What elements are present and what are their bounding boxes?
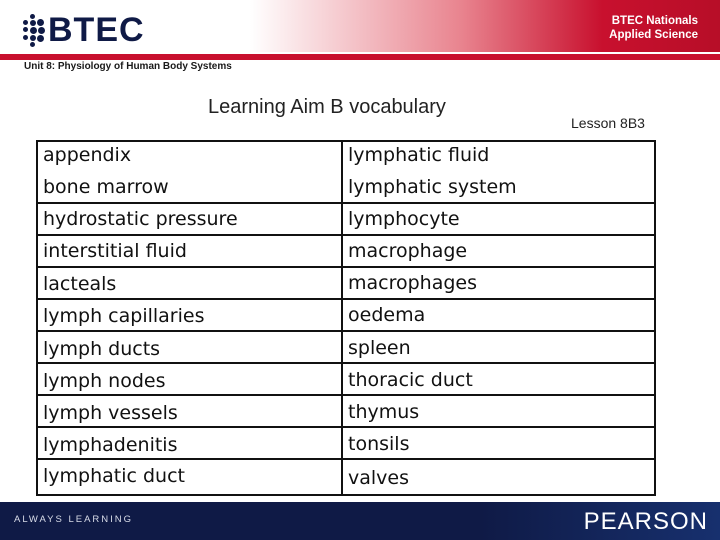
vocab-term: bone marrow bbox=[43, 176, 169, 198]
lesson-label: Lesson 8B3 bbox=[571, 115, 645, 131]
vocab-cell-left bbox=[43, 269, 204, 333]
vocab-cell-right bbox=[348, 204, 467, 268]
vocab-term: lymphadenitis bbox=[43, 434, 178, 456]
footer-tagline: ALWAYS LEARNING bbox=[14, 514, 134, 525]
vocab-cell-left bbox=[43, 204, 238, 268]
vocab-cell-left bbox=[43, 461, 185, 493]
vocab-term: lymphatic duct bbox=[43, 465, 185, 487]
header-band bbox=[0, 0, 720, 60]
vocab-cell-right bbox=[348, 140, 517, 204]
footer-band bbox=[0, 502, 720, 540]
vocabulary-table bbox=[36, 140, 656, 496]
vocab-term: lymphatic fluid bbox=[348, 144, 490, 166]
vocab-cell-left bbox=[43, 140, 169, 204]
vocab-term: lymph nodes bbox=[43, 370, 166, 392]
brand-line-2: Applied Science bbox=[609, 29, 698, 41]
vocab-term: valves bbox=[348, 467, 409, 489]
vocab-term: thymus bbox=[348, 401, 420, 423]
vocab-term: tonsils bbox=[348, 433, 410, 455]
vocab-cell-right bbox=[348, 333, 473, 397]
brand-block bbox=[609, 14, 698, 42]
btec-logo bbox=[20, 10, 145, 50]
vocab-cell-right bbox=[348, 268, 477, 332]
btec-dots-icon bbox=[20, 10, 46, 50]
btec-logo-text: BTEC bbox=[48, 11, 145, 49]
vocab-cell-left bbox=[43, 334, 166, 398]
vocab-cell-right bbox=[348, 463, 409, 495]
vocab-term: spleen bbox=[348, 337, 411, 359]
vocab-term: macrophages bbox=[348, 272, 478, 294]
vocab-term: macrophage bbox=[348, 240, 468, 262]
vocab-cell-right bbox=[348, 397, 419, 461]
pearson-logo: PEARSON bbox=[583, 508, 708, 535]
vocab-term: oedema bbox=[348, 304, 426, 326]
vocab-term: lymph capillaries bbox=[43, 305, 205, 327]
vocab-term: lacteals bbox=[43, 273, 117, 295]
header-divider bbox=[0, 54, 720, 60]
unit-label: Unit 8: Physiology of Human Body Systems bbox=[24, 61, 232, 72]
vocab-cell-left bbox=[43, 398, 178, 462]
vocab-term: appendix bbox=[43, 144, 132, 166]
vocab-term: thoracic duct bbox=[348, 369, 473, 391]
brand-line-1: BTEC Nationals bbox=[611, 15, 698, 27]
vocab-term: hydrostatic pressure bbox=[43, 208, 238, 230]
vocab-term: interstitial fluid bbox=[43, 240, 187, 262]
vocab-term: lymphatic system bbox=[348, 176, 517, 198]
column-divider bbox=[341, 142, 343, 494]
vocab-term: lymph ducts bbox=[43, 338, 161, 360]
slide-title: Learning Aim B vocabulary bbox=[208, 96, 446, 118]
vocab-term: lymphocyte bbox=[348, 208, 460, 230]
vocab-term: lymph vessels bbox=[43, 402, 178, 424]
